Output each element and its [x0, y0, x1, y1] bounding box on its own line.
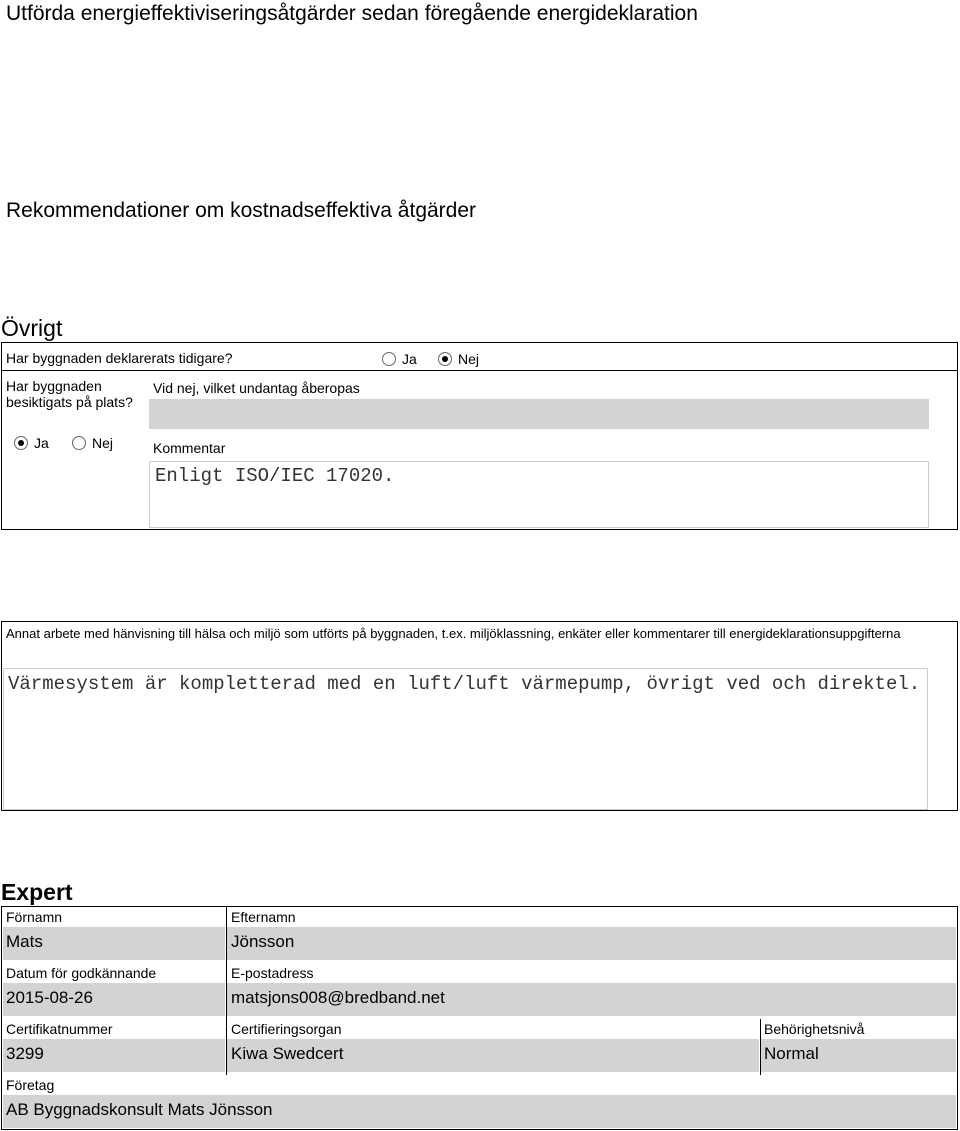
- inspected-no-radio[interactable]: [72, 436, 86, 450]
- cert-body-label: Certifieringsorgan: [231, 1021, 342, 1037]
- declared-before-yes-option[interactable]: [382, 351, 417, 367]
- cert-no-value: 3299: [6, 1044, 44, 1063]
- level-label: Behörighetsnivå: [764, 1021, 865, 1037]
- date-value: 2015-08-26: [6, 988, 93, 1007]
- inspected-yes-label: Ja: [34, 435, 49, 451]
- inspected-question-line2: besiktigats på plats?: [6, 394, 133, 410]
- cert-no-label: Certifikatnummer: [6, 1021, 113, 1037]
- last-name-field[interactable]: [227, 927, 956, 961]
- cert-body-field[interactable]: [227, 1039, 759, 1073]
- last-name-cell: [226, 907, 957, 963]
- ovrigt-heading: Övrigt: [1, 315, 63, 341]
- cert-body-cell: [226, 1019, 761, 1075]
- first-name-label: Förnamn: [6, 909, 63, 925]
- email-field[interactable]: [227, 983, 956, 1017]
- company-label: Företag: [6, 1077, 55, 1093]
- cert-no-field[interactable]: [3, 1039, 225, 1073]
- level-cell: [760, 1019, 957, 1075]
- first-name-value: Mats: [6, 932, 43, 951]
- first-name-cell: [2, 907, 227, 963]
- inspected-question-line1: Har byggnaden: [6, 378, 102, 394]
- last-name-value: Jönsson: [231, 932, 295, 951]
- inspected-yes-radio[interactable]: [14, 436, 28, 450]
- date-cell: [2, 963, 227, 1019]
- email-label: E-postadress: [231, 965, 314, 981]
- exception-label: Vid nej, vilket undantag åberopas: [153, 380, 360, 396]
- other-work-label: Annat arbete med hänvisning till hälsa och miljö som utförts på byggnaden, t.ex. miljöklassning, enkäter eller kommentarer till energideklarationsuppgifterna: [6, 626, 901, 641]
- other-work-panel: [1, 621, 958, 811]
- comment-label: Kommentar: [153, 440, 226, 456]
- last-name-label: Efternamn: [231, 909, 296, 925]
- measures-heading: Utförda energieffektiviseringsåtgärder sedan föregående energideklaration: [6, 2, 698, 25]
- inspected-no-label: Nej: [92, 435, 114, 451]
- expert-panel: [1, 906, 958, 1130]
- declared-before-yes-radio[interactable]: [382, 352, 396, 366]
- inspected-yes-option[interactable]: [14, 435, 49, 451]
- level-field[interactable]: [761, 1039, 956, 1073]
- declared-before-question: Har byggnaden deklarerats tidigare?: [6, 350, 233, 366]
- cert-body-value: Kiwa Swedcert: [231, 1044, 344, 1063]
- exception-field[interactable]: [149, 399, 929, 429]
- declared-before-yes-label: Ja: [402, 351, 417, 367]
- first-name-field[interactable]: [3, 927, 225, 961]
- ovrigt-panel: [1, 342, 958, 530]
- other-work-value: Värmesystem är kompletterad med en luft/luft värmepump, övrigt ved och direktel.: [8, 673, 921, 695]
- declared-before-no-radio[interactable]: [438, 352, 452, 366]
- expert-heading: Expert: [1, 879, 73, 905]
- email-value: matsjons008@bredband.net: [231, 988, 445, 1007]
- cert-no-cell: [2, 1019, 227, 1075]
- company-cell: [2, 1075, 957, 1129]
- declared-before-no-label: Nej: [458, 351, 480, 367]
- other-work-field[interactable]: [3, 668, 928, 810]
- comment-value: Enligt ISO/IEC 17020.: [155, 465, 395, 487]
- date-field[interactable]: [3, 983, 225, 1017]
- company-value: AB Byggnadskonsult Mats Jönsson: [6, 1100, 273, 1119]
- company-field[interactable]: [3, 1095, 956, 1129]
- date-label: Datum för godkännande: [6, 965, 157, 981]
- email-cell: [226, 963, 957, 1019]
- recommendations-heading: Rekommendationer om kostnadseffektiva åtgärder: [6, 199, 477, 222]
- inspected-no-option[interactable]: [72, 435, 113, 451]
- divider: [2, 370, 957, 371]
- declared-before-no-option[interactable]: [438, 351, 479, 367]
- comment-field[interactable]: [149, 461, 929, 528]
- level-value: Normal: [764, 1044, 819, 1063]
